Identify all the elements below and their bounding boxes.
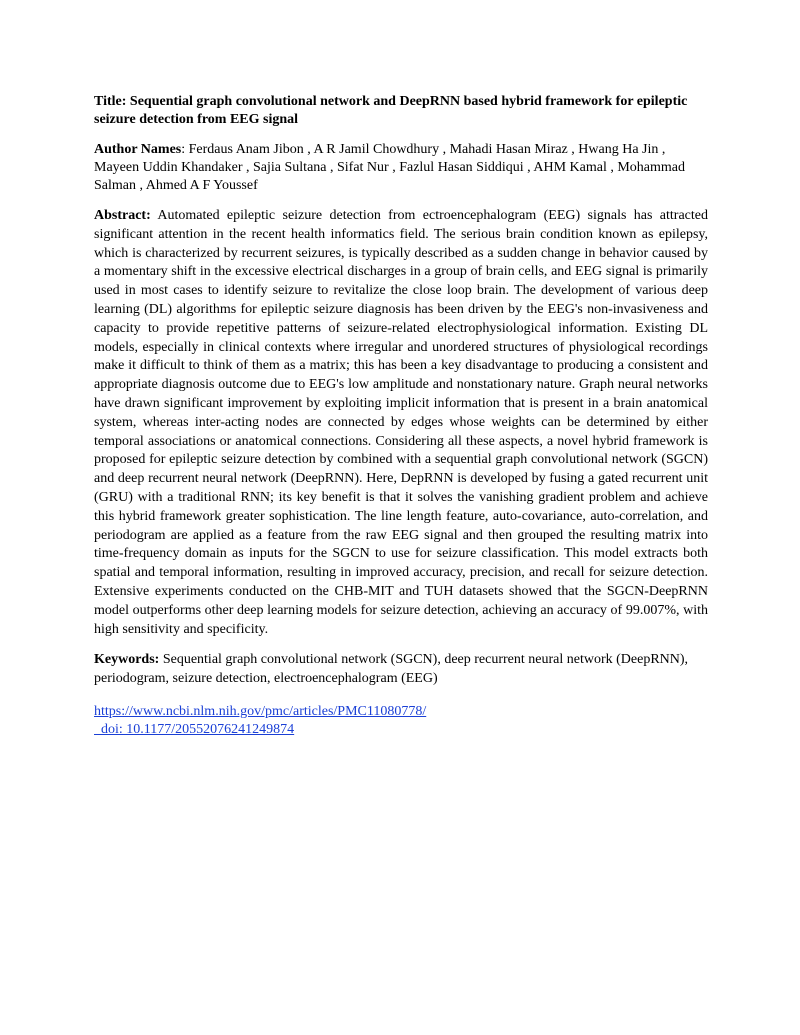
abstract-label: Abstract: xyxy=(94,208,151,223)
abstract-text: Automated epileptic seizure detection from ectroencephalogram (EEG) signals has attracted significant attention in the recent health informatics field. The serious brain condition known as epilepsy, which is characterized by recurrent seizures, is typically described as a sudden change in behavior caused by a momentary shift in the excessive electrical discharges in a group of brain cells, and EEG signal is primarily used in most cases to identify seizure to revitalize the close loop brain. The development of various deep learning (DL) algorithms for epileptic seizure diagnosis has been driven by the EEG's non-invasiveness and capacity to provide repetitive patterns of seizure-related electrophysiological information. Existing DL models, especially in clinical contexts where irregular and unordered structures of physiological recordings make it difficult to think of them as a matrix; this has been a key disadvantage to producing a consistent and appropriate diagnosis outcome due to EEG's low amplitude and nonstationary nature. Graph neural networks have drawn significant improvement by exploiting implicit information that is present in a brain anatomical system, whereas inter-acting nodes are connected by edges whose weights can be determined by either temporal associations or anatomical connections. Considering all these aspects, a novel hybrid framework is proposed for epileptic seizure detection by combined with a sequential graph convolutional network (SGCN) and deep recurrent neural network (DeepRNN). Here, DepRNN is developed by fusing a gated recurrent unit (GRU) with a traditional RNN; its key benefit is that it solves the vanishing gradient problem and achieve this hybrid framework greater sophistication. The line length feature, auto-covariance, auto-correlation, and periodogram are applied as a feature from the raw EEG signal and then grouped the resulting matrix into time-frequency domain as inputs for the SGCN to use for seizure classification. This model extracts both spatial and temporal information, resulting in improved accuracy, precision, and recall for seizure detection. Extensive experiments conducted on the CHB-MIT and TUH datasets showed that the SGCN-DeepRNN model outperforms other deep learning models for seizure detection, achieving an accuracy of 99.007%, with high sensitivity and specificity. xyxy=(94,208,708,637)
article-url-link[interactable]: https://www.ncbi.nlm.nih.gov/pmc/articles/PMC11080778/ xyxy=(94,703,427,719)
authors-text: : Ferdaus Anam Jibon , A R Jamil Chowdhury , Mahadi Hasan Miraz , Hwang Ha Jin , Mayeen Uddin Khandaker , Sajia Sultana , Sifat Nur , Fazlul Hasan Siddiqui , AHM Kamal , Mohammad Salman , Ahmed A F Youssef xyxy=(94,142,686,193)
title-text: Sequential graph convolutional network and DeepRNN based hybrid framework for epileptic seizure detection from EEG signal xyxy=(94,94,688,127)
keywords-text: Sequential graph convolutional network (SGCN), deep recurrent neural network (DeepRNN), periodogram, seizure detection, electroencephalogram (EEG) xyxy=(94,652,689,687)
title-label: Title: xyxy=(94,94,127,109)
keywords-label: Keywords: xyxy=(94,652,160,668)
authors-label: Author Names xyxy=(94,142,182,157)
document-page xyxy=(94,93,708,739)
keywords-paragraph xyxy=(94,651,708,689)
abstract-paragraph xyxy=(94,207,708,639)
reference-links xyxy=(94,703,708,739)
doi-link[interactable]: doi: 10.1177/20552076241249874 xyxy=(94,721,295,737)
authors-paragraph xyxy=(94,141,708,195)
title-paragraph xyxy=(94,93,708,129)
